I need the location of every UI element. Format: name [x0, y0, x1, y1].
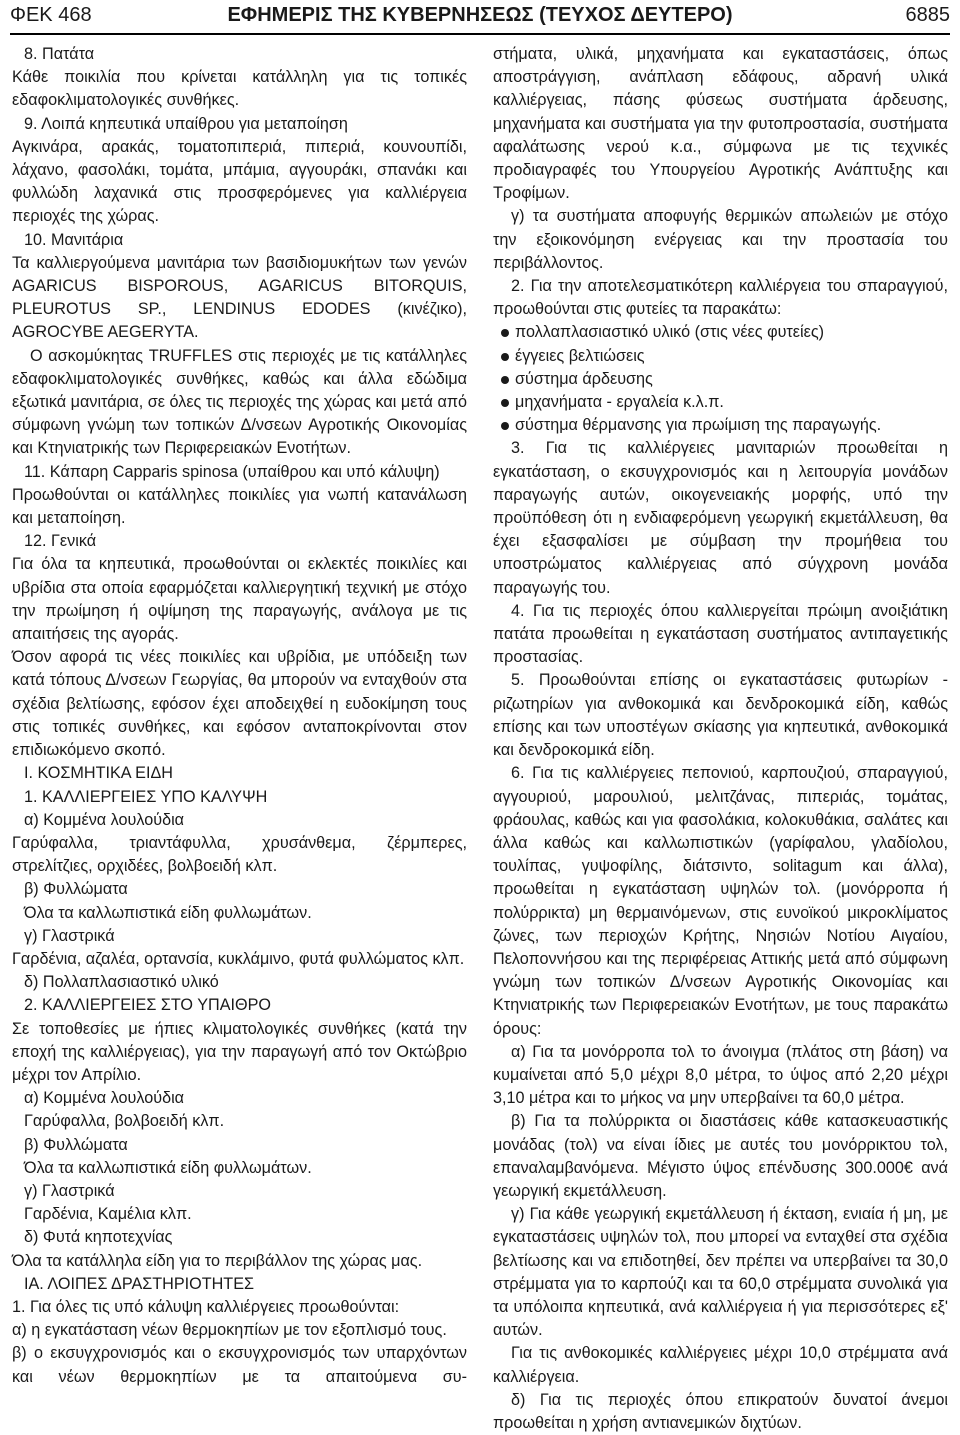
list-item: δ) Φυτά κηποτεχνίας	[24, 1228, 173, 1247]
section-heading: 8. Πατάτα	[24, 45, 95, 63]
paragraph: 5. Προωθούνται επίσης οι εγκαταστάσεις φυτωρίων - ριζωτηρίων για ανθοκομικά και δενδροκομικά είδη, καθώς επίσης και των υποστέγων σκίασης για κηπευτικά, ανθοκομικά και δενδροκομικά είδη.	[493, 671, 948, 760]
gazette-issue-number: ΦΕΚ 468	[10, 4, 92, 26]
paragraph: 6. Για τις καλλιέργειες πεπονιού, καρπουζιού, σπαραγγιού, αγγουριού, μαρουλιού, μελιτζάνας, πιπεριάς, τομάτας, φράουλας, καθώς και για φασολάκια, κολοκυθάκια, σαλάτες και άλλα καθώς και καλλωπιστικών (γαρίφαλου, γλαδίολου, τουλίπας, γυψοφίλης, διάτσιντο, solitagum και άλλα), προωθείται η εγκατάσταση υψηλών τολ. (μονόρροπα ή πολύρρικτα) μη θερμαινόμενων, στις ευνοϊκού μικροκλίματος ζώνες, των περιοχών Κρήτης, Νησιών Νοτίου Αιγαίου, Πελοποννήσου και της περιφέρειας Αττικής μετά από σύμφωνη γνώμη των τοπικών Δ/νσεων Αγροτικής Οικονομίας και Κτηνιατρικής των Περιφερειακών Ενοτήτων, με τους παρακάτω όρους:	[493, 764, 948, 1038]
section-heading: 11. Κάπαρη Capparis spinosa (υπαίθρου και υπό κάλυψη)	[24, 462, 440, 481]
section-heading: 10. Μανιτάρια	[24, 230, 124, 249]
paragraph: Γαρύφαλλα, τριαντάφυλλα, χρυσάνθεμα, ζέρμπερες, στρελίτζιες, ορχιδέες, βολβοειδή κλπ.	[12, 833, 467, 876]
paragraph: γ) Για κάθε γεωργική εκμετάλλευση ή έκταση, ενιαία ή μη, με εγκαταστάσεις υψηλών τολ, που μπορεί να ενταχθεί στα σχέδια βελτίωσης και να επιδοτηθεί, δεν πρέπει να υπερβαίνει τα 30,0 στρέμματα για το καρπούζι και τα 60,0 στρέμματα συνολικά για τα υπόλοιπα κηπευτικά, ανά καλλιέργεια ή για περισσότερες εξ' αυτών.	[493, 1205, 948, 1340]
page-number: 6885	[905, 4, 950, 26]
paragraph: Γαρδένια, αζαλέα, ορτανσία, κυκλάμινο, φυτά φυλλώματος κλπ.	[12, 949, 465, 968]
bullet-item: μηχανήματα - εργαλεία κ.λ.π.	[493, 391, 948, 414]
paragraph: Γαρύφαλλα, βολβοειδή κλπ.	[24, 1112, 225, 1131]
section-heading: 2. ΚΑΛΛΙΕΡΓΕΙΕΣ ΣΤΟ ΥΠΑΙΘΡΟ	[24, 996, 271, 1015]
section-heading: 9. Λοιπά κηπευτικά υπαίθρου για μεταποίηση	[24, 114, 348, 133]
paragraph: Όλα τα καλλωπιστικά είδη φυλλωμάτων.	[24, 1158, 312, 1177]
section-heading: Ι. ΚΟΣΜΗΤΙΚΑ ΕΙΔΗ	[24, 764, 173, 783]
paragraph: στήματα, υλικά, μηχανήματα και εγκαταστάσεις, όπως αποστράγγιση, ανάπλαση εδάφους, αδρανή υλικά καλλιέργειας, πάσης φύσεως συστήματα άρδευσης, μηχανήματα και συστήματα για την φυτοπροστασία, συστήματα αφαλάτωσης νερού κ.α., σύμφωνα με τις τεχνικές προδιαγραφές του Υπουργείου Αγροτικής Ανάπτυξης και Τροφίμων.	[493, 45, 948, 203]
paragraph: Αγκινάρα, αρακάς, τοματοπιπεριά, πιπεριά, κουνουπίδι, λάχανο, φασολάκι, τομάτα, μπάμια, αγγουράκι, σπανάκι και φυλλώδη λαχανικά στις προσφερόμενες για καλλιέργεια περιοχές της χώρας.	[12, 137, 467, 226]
list-item: δ) Πολλαπλασιαστικό υλικό	[24, 973, 219, 992]
paragraph: Όσον αφορά τις νέες ποικιλίες και υβρίδια, με υπόδειξη των κατά τόπους Δ/νσεων Γεωργίας, θα μπορούν να ενταχθούν στα σχέδια βελτίωσης, εφόσον έχει αποδειχθεί η ευδοκίμηση τους στις τοπικές συνθήκες, και εφόσον ανταποκρίνονται στον επιδιωκόμενο σκοπό.	[12, 648, 467, 760]
paragraph: Σε τοποθεσίες με ήπιες κλιματολογικές συνθήκες (κατά την εποχή της καλλιέργειας), για την παραγωγή από τον Οκτώβριο μέχρι τον Απρίλιο.	[12, 1019, 467, 1084]
paragraph: 3. Για τις καλλιέργειες μανιταριών προωθείται η εγκατάσταση, ο εκσυγχρονισμός και η λειτουργία μονάδων παραγωγής αυτών, οικογενειακής μορφής, υπό την προϋπόθεση ότι η ενδιαφερόμενη γεωργική εκμετάλλευση, θα έχει εξασφαλίσει με σύμβαση την προμήθεια του υποστρώματος καλλιέργειας από σύγχρονη μονάδα παραγωγής του.	[493, 439, 948, 597]
paragraph: Ο ασκομύκητας TRUFFLES στις περιοχές με τις κατάλληλες εδαφοκλιματολογικές συνθήκες, καθώς και άλλα εδώδιμα εξωτικά μανιτάρια, σε όλες τις περιοχές της χώρας και μετά από σύμφωνη γνώμη των τοπικών Δ/νσεων Αγροτικής Οικονομίας και Κτηνιατρικής των Περιφερειακών Ενοτήτων.	[12, 346, 467, 458]
paragraph: α) Για τα μονόρροπα τολ το άνοιγμα (πλάτος στη βάση) να κυμαίνεται από 5,0 μέχρι 8,0 μέτρα, το ύψος από 2,20 μέχρι 3,10 μέτρα και το μήκος να μην υπερβαίνει τα 60,0 μέτρα.	[493, 1042, 948, 1108]
paragraph: β) ο εκσυγχρονισμός και ο εκσυγχρονισμός των υπαρχόντων και νέων θερμοκηπίων με τα απαιτούμενα συ-	[12, 1344, 467, 1386]
paragraph: 1. Για όλες τις υπό κάλυψη καλλιέργειες προωθούνται:	[12, 1297, 400, 1316]
list-item: α) Κομμένα λουλούδια	[24, 810, 185, 829]
bullet-item: σύστημα θέρμανσης για πρωίμιση της παραγωγής.	[493, 414, 948, 437]
bullet-item: σύστημα άρδευσης	[493, 368, 948, 391]
right-column	[493, 43, 948, 1435]
paragraph: Για όλα τα κηπευτικά, προωθούνται οι εκλεκτές ποικιλίες και υβρίδια στα οποία εφαρμόζεται καλλιεργητική τεχνική με στόχο την πρωίμηση ή οψίμηση της παραγωγής, ανάλογα με τις απαιτήσεις της αγοράς.	[12, 555, 467, 644]
paragraph: β) Για τα πολύρρικτα οι διαστάσεις κάθε κατασκευαστικής μονάδας (τολ) να είναι ίδιες με αυτές του μονόρρικτου τολ, επαναλαμβανόμενα. Μέγιστο ύψος επένδυσης 300.000€ ανά γεωργική εκμετάλλευση.	[493, 1112, 948, 1200]
list-item: γ) Γλαστρικά	[24, 926, 115, 945]
section-heading: ΙΑ. ΛΟΙΠΕΣ ΔΡΑΣΤΗΡΙΟΤΗΤΕΣ	[24, 1274, 254, 1293]
paragraph: 2. Για την αποτελεσματικότερη καλλιέργεια του σπαραγγιού, προωθούνται στις φυτείες τα παρακάτω:	[493, 277, 948, 319]
list-item: α) Κομμένα λουλούδια	[24, 1089, 185, 1108]
paragraph: δ) Για τις περιοχές όπου επικρατούν δυνατοί άνεμοι προωθείται η χρήση αντιανεμικών διχτύων.	[493, 1390, 948, 1432]
gazette-title: ΕΦΗΜΕΡΙΣ ΤΗΣ ΚΥΒΕΡΝΗΣΕΩΣ (ΤΕΥΧΟΣ ΔΕΥΤΕΡΟ)	[227, 4, 733, 26]
left-column	[12, 43, 467, 1389]
bullet-item: έγγειες βελτιώσεις	[493, 345, 948, 368]
section-heading: 1. ΚΑΛΛΙΕΡΓΕΙΕΣ ΥΠΟ ΚΑΛΥΨΗ	[24, 787, 268, 806]
paragraph: Προωθούνται οι κατάλληλες ποικιλίες για νωπή κατανάλωση και μεταποίηση.	[12, 485, 467, 528]
paragraph: α) η εγκατάσταση νέων θερμοκηπίων με τον εξοπλισμό τους.	[12, 1321, 447, 1340]
paragraph: Όλα τα κατάλληλα είδη για το περιβάλλον της χώρας μας.	[12, 1251, 423, 1270]
paragraph: 4. Για τις περιοχές όπου καλλιεργείται πρώιμη ανοιξιάτικη πατάτα προωθείται η εγκατάσταση συστήματος αντιπαγετικής προστασίας.	[493, 601, 948, 667]
page-header	[10, 2, 950, 32]
paragraph: Για τις ανθοκομικές καλλιέργειες μέχρι 10,0 στρέμματα ανά καλλιέργεια.	[493, 1344, 948, 1386]
paragraph: Τα καλλιεργούμενα μανιτάρια των βασιδιομυκήτων των γενών AGARICUS BISPOROUS, AGARICUS BITORQUIS, PLEUROTUS SP., LENDINUS EDODES (κινέζικο), AGROCYBE AEGERYTA.	[12, 253, 467, 342]
list-item: β) Φυλλώματα	[24, 1135, 128, 1154]
list-item: γ) Γλαστρικά	[24, 1181, 115, 1200]
paragraph: Όλα τα καλλωπιστικά είδη φυλλωμάτων.	[24, 903, 312, 922]
bullet-item: πολλαπλασιαστικό υλικό (στις νέες φυτείες)	[493, 321, 948, 344]
list-item: β) Φυλλώματα	[24, 880, 128, 899]
header-divider	[10, 33, 950, 35]
paragraph: γ) τα συστήματα αποφυγής θερμικών απωλειών με στόχο την εξοικονόμηση ενέργειας και την προστασία του περιβάλλοντος.	[493, 207, 948, 272]
section-heading: 12. Γενικά	[24, 532, 97, 551]
paragraph: Γαρδένια, Καμέλια κλπ.	[24, 1205, 192, 1224]
paragraph: Κάθε ποικιλία που κρίνεται κατάλληλη για τις τοπικές εδαφοκλιματολογικές συνθήκες.	[12, 68, 467, 110]
